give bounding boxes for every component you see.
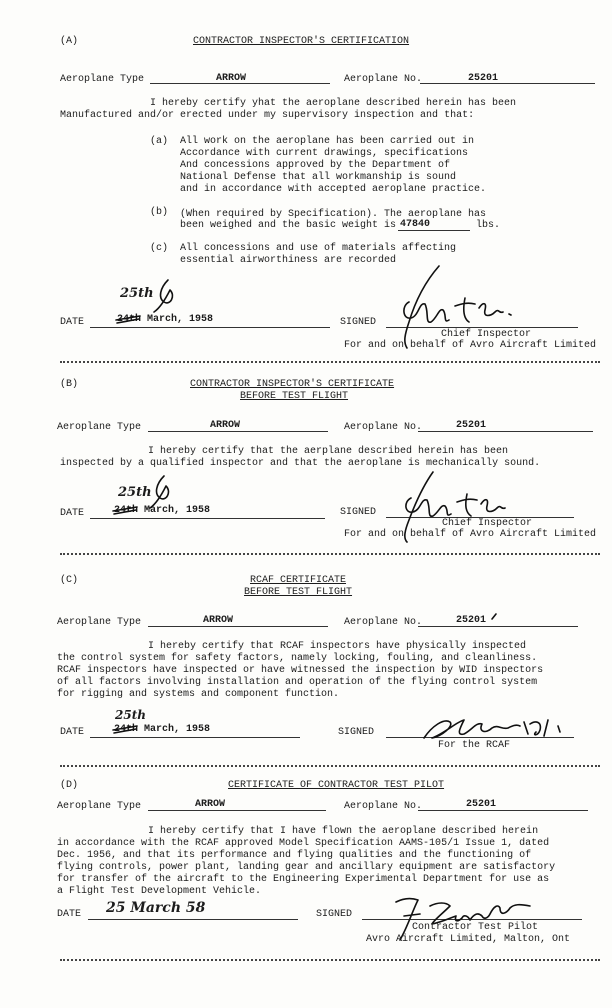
body-line: inspected by a qualified inspector and that the aeroplane is mechanically sound. [60, 458, 541, 469]
behalf-label: For and on behalf of Avro Aircraft Limited [344, 529, 597, 540]
handwritten-flourish [150, 278, 180, 314]
item-a-line: Accordance with current drawings, specifications [180, 148, 469, 159]
section-c-subtitle: BEFORE TEST FLIGHT [244, 587, 353, 598]
item-a-line: and in accordance with accepted aeroplane practice. [180, 184, 487, 195]
body-line: flying controls, power plant, landing gear and ancillary equipment are satisfactory [57, 862, 556, 873]
item-a-line: And concessions approved by the Department of [180, 160, 451, 171]
date-label: DATE [60, 508, 85, 519]
aeroplane-type-value: ARROW [216, 73, 247, 84]
section-a-letter: (A) [60, 36, 79, 47]
aeroplane-type-value: ARROW [195, 799, 226, 810]
body-line: in accordance with the RCAF approved Model Specification AAMS-105/1 Issue 1, dated [57, 838, 550, 849]
item-a-line: National Defense that all workmanship is sound [180, 172, 457, 183]
section-divider [60, 765, 600, 767]
aeroplane-no-value: 25201 [468, 73, 499, 84]
section-c-letter: (C) [60, 575, 79, 586]
company-label: Avro Aircraft Limited, Malton, Ont [366, 934, 571, 945]
signed-label: SIGNED [340, 317, 377, 328]
signed-label: SIGNED [316, 909, 353, 920]
aeroplane-type-value: ARROW [210, 420, 241, 431]
signed-label: SIGNED [340, 507, 377, 518]
strike-mark [112, 503, 138, 517]
weight-unit: lbs. [476, 220, 501, 231]
body-line: Dec. 1956, and that its performance and flying qualities and the functioning of [57, 850, 532, 861]
body-line: for rigging and systems and component function. [57, 689, 340, 700]
item-b-line: been weighed and the basic weight is [180, 220, 397, 231]
body-line: RCAF inspectors have inspected or have witnessed the inspection by WID inspectors [57, 665, 544, 676]
section-d-title: CERTIFICATE OF CONTRACTOR TEST PILOT [228, 780, 445, 791]
date-handwritten: 25th [120, 286, 154, 301]
date-typed: 24th March, 1958 [117, 314, 214, 325]
item-letter: (a) [150, 136, 169, 147]
signed-label: SIGNED [338, 727, 375, 738]
aeroplane-no-label: Aeroplane No. [344, 801, 423, 812]
aeroplane-no-value: 25201 [456, 420, 487, 431]
role-label: Chief Inspector [441, 329, 532, 340]
date-handwritten: 25th [118, 485, 152, 500]
date-handwritten: 25th [115, 708, 146, 722]
aeroplane-type-label: Aeroplane Type [60, 74, 145, 85]
aeroplane-no-label: Aeroplane No. [344, 617, 423, 628]
date-label: DATE [60, 317, 85, 328]
section-divider [60, 959, 600, 961]
item-b-line: (When required by Specification). The aeroplane has [180, 209, 487, 220]
tick-mark [490, 613, 498, 621]
role-label: For the RCAF [438, 740, 511, 751]
intro-line: I hereby certify yhat the aeroplane described herein has been [150, 98, 517, 109]
body-line: of all factors involving installation and operation of the flying control system [57, 677, 538, 688]
item-letter: (c) [150, 243, 169, 254]
body-line: I hereby certify that I have flown the aeroplane described herein [148, 826, 539, 837]
intro-line: Manufactured and/or erected under my supervisory inspection and that: [60, 110, 475, 121]
aeroplane-no-value: 25201 [466, 799, 497, 810]
aeroplane-type-label: Aeroplane Type [57, 617, 142, 628]
section-d-letter: (D) [60, 780, 79, 791]
body-line: I hereby certify that RCAF inspectors have physically inspected [148, 641, 527, 652]
item-letter: (b) [150, 207, 169, 218]
aeroplane-no-value: 25201 [456, 615, 487, 626]
behalf-label: For and on behalf of Avro Aircraft Limited [344, 340, 597, 351]
role-label: Chief Inspector [442, 518, 533, 529]
aeroplane-type-label: Aeroplane Type [57, 801, 142, 812]
body-line: the control system for safety factors, namely locking, fouling, and cleanliness. [57, 653, 538, 664]
section-a-title: CONTRACTOR INSPECTOR'S CERTIFICATION [193, 36, 410, 47]
item-c-line: All concessions and use of materials affecting [180, 243, 457, 254]
body-line: I hereby certify that the aerplane described herein has been [148, 446, 509, 457]
item-c-line: essential airworthiness are recorded [180, 255, 397, 266]
section-divider [60, 553, 600, 555]
item-a-line: All work on the aeroplane has been carried out in [180, 136, 475, 147]
handwritten-flourish [146, 474, 176, 510]
body-line: a Flight Test Development Vehicle. [57, 886, 262, 897]
body-line: for transfer of the aircraft to the Engineering Experimental Department for use as [57, 874, 550, 885]
aeroplane-type-label: Aeroplane Type [57, 422, 142, 433]
date-handwritten: 25 March 58 [106, 900, 206, 916]
role-label: Contractor Test Pilot [412, 922, 539, 933]
aeroplane-no-label: Aeroplane No. [344, 74, 423, 85]
section-b-title: CONTRACTOR INSPECTOR'S CERTIFICATE [190, 379, 395, 390]
section-c-title: RCAF CERTIFICATE [250, 575, 347, 586]
strike-mark [115, 312, 141, 326]
section-b-subtitle: BEFORE TEST FLIGHT [240, 391, 349, 402]
section-divider [60, 361, 600, 363]
aeroplane-no-label: Aeroplane No. [344, 422, 423, 433]
weight-value: 47840 [400, 219, 431, 230]
strike-mark [112, 722, 138, 736]
section-b-letter: (B) [60, 379, 79, 390]
date-label: DATE [57, 909, 82, 920]
date-label: DATE [60, 727, 85, 738]
aeroplane-type-value: ARROW [203, 615, 234, 626]
date-typed: 24th March, 1958 [114, 505, 211, 516]
date-typed: 24th March, 1958 [114, 724, 211, 735]
